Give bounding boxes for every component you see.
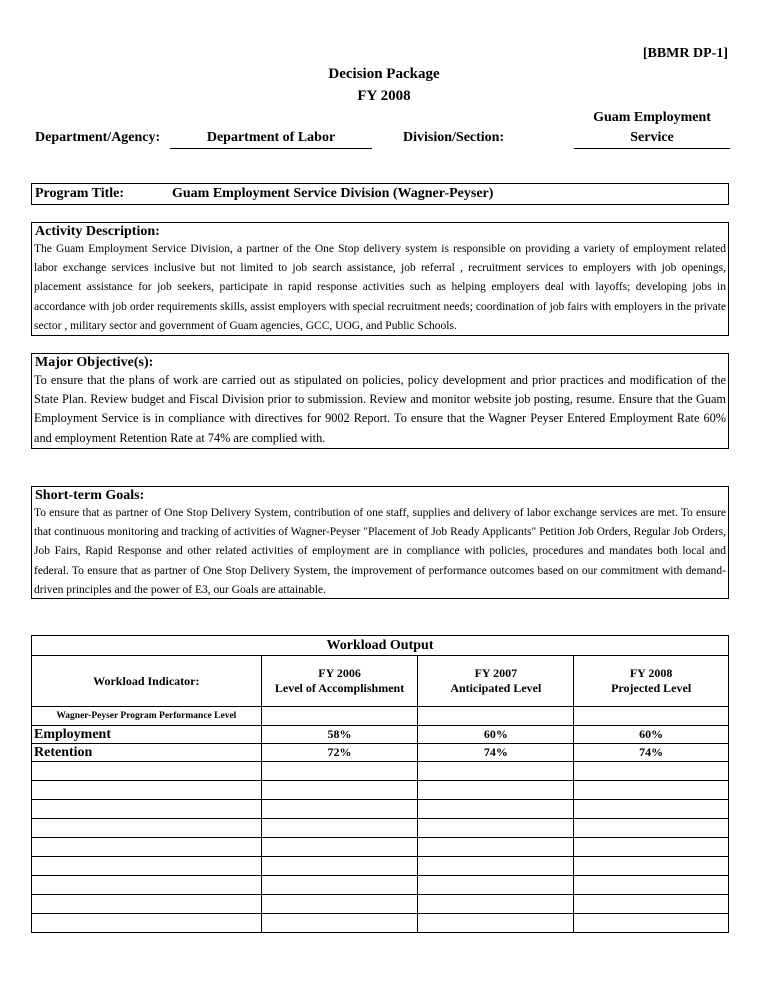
row-fy2008: 60% bbox=[574, 726, 729, 744]
goals-text: To ensure that as partner of One Stop Delivery System, contribution of one staff, supplies and delivery of labor exchange services are met. To ensure that continuous monitoring and tracking of activities of Wagner-Peyser "Placement of Job Ready Applicants" Petition Job Orders, Regular Job Orders, Job Fairs, Rapid Response and other related activities of employment are in compliance with policies, procedures and mandates both local and federal. To ensure that as partner of One Stop Delivery System, the improvement of performance outcomes based on our commitment with demand-driven principles and the power of E3, our Goals are attainable. bbox=[34, 507, 726, 596]
empty-row bbox=[32, 819, 729, 838]
row-indicator: Retention bbox=[32, 744, 262, 762]
empty-row bbox=[32, 876, 729, 895]
division-value-line2: Service bbox=[574, 130, 730, 149]
workload-title: Workload Output bbox=[32, 636, 729, 656]
row-fy2008: 74% bbox=[574, 744, 729, 762]
activity-text: The Guam Employment Service Division, a partner of the One Stop delivery system is responsible on providing a variety of employment related labor exchange services inclusive but not limited to job search assistance, job referral , recruitment services to employers with job openings, placement assistance for job seekers, participate in rapid response activities such as helping employers deal with layoffs; developing jobs in accordance with job order requirements skills, assist employers with special recruitment needs; coordination of job fairs with employers in the private sector , military sector and government of Guam agencies, GCC, UOG, and Public Schools. bbox=[34, 243, 726, 332]
short-term-goals-box bbox=[31, 486, 729, 599]
fiscal-year: FY 2008 bbox=[357, 88, 411, 104]
section-label: Wagner-Peyser Program Performance Level bbox=[32, 707, 262, 726]
table-row bbox=[32, 744, 729, 762]
fy2008-header bbox=[574, 656, 729, 707]
objectives-heading: Major Objective(s): bbox=[35, 355, 154, 370]
workload-table bbox=[31, 635, 729, 933]
program-title-value: Guam Employment Service Division (Wagner-Peyser) bbox=[172, 186, 494, 201]
fy2006-header-label: Level of Accomplishment bbox=[274, 681, 405, 695]
form-code: [BBMR DP-1] bbox=[642, 46, 728, 61]
division-label: Division/Section: bbox=[403, 130, 505, 145]
objectives-text: To ensure that the plans of work are carried out as stipulated on policies, policy development and prior practices and modification of the State Plan. Review budget and Fiscal Division prior to submission. Review and monitor website job posting, resume. Ensure that the Guam Employment Service is in compliance with directives for 9002 Report. To ensure that the Wagner Peyser Entered Employment Rate 60% and employment Retention Rate at 74% are complied with. bbox=[34, 373, 726, 445]
division-value-line1: Guam Employment bbox=[593, 110, 711, 125]
page-title: Decision Package bbox=[328, 66, 440, 82]
fy2008-header-label: Projected Level bbox=[611, 681, 692, 695]
row-fy2006: 72% bbox=[261, 744, 418, 762]
fy2007-header-label: Anticipated Level bbox=[450, 681, 542, 695]
workload-indicator-header: Workload Indicator: bbox=[32, 656, 262, 707]
fy2007-header bbox=[418, 656, 574, 707]
department-label: Department/Agency: bbox=[35, 130, 161, 145]
empty-row bbox=[32, 838, 729, 857]
empty-row bbox=[32, 914, 729, 933]
fy2007-header-year: FY 2007 bbox=[474, 666, 518, 680]
department-value: Department of Labor bbox=[170, 130, 372, 149]
fy2006-header-year: FY 2006 bbox=[318, 666, 361, 680]
empty-row bbox=[32, 781, 729, 800]
fy2006-header bbox=[261, 656, 418, 707]
program-title-label: Program Title: bbox=[35, 186, 125, 201]
row-indicator: Employment bbox=[32, 726, 262, 744]
program-title-box bbox=[31, 183, 729, 205]
empty-row bbox=[32, 800, 729, 819]
goals-heading: Short-term Goals: bbox=[35, 488, 145, 503]
row-fy2007: 74% bbox=[418, 744, 574, 762]
empty-row bbox=[32, 895, 729, 914]
row-fy2006: 58% bbox=[261, 726, 418, 744]
table-row bbox=[32, 726, 729, 744]
fy2008-header-year: FY 2008 bbox=[629, 666, 673, 680]
row-fy2007: 60% bbox=[418, 726, 574, 744]
activity-heading: Activity Description: bbox=[35, 224, 160, 239]
major-objectives-box bbox=[31, 353, 729, 449]
empty-row bbox=[32, 762, 729, 781]
empty-row bbox=[32, 857, 729, 876]
activity-description-box bbox=[31, 222, 729, 336]
